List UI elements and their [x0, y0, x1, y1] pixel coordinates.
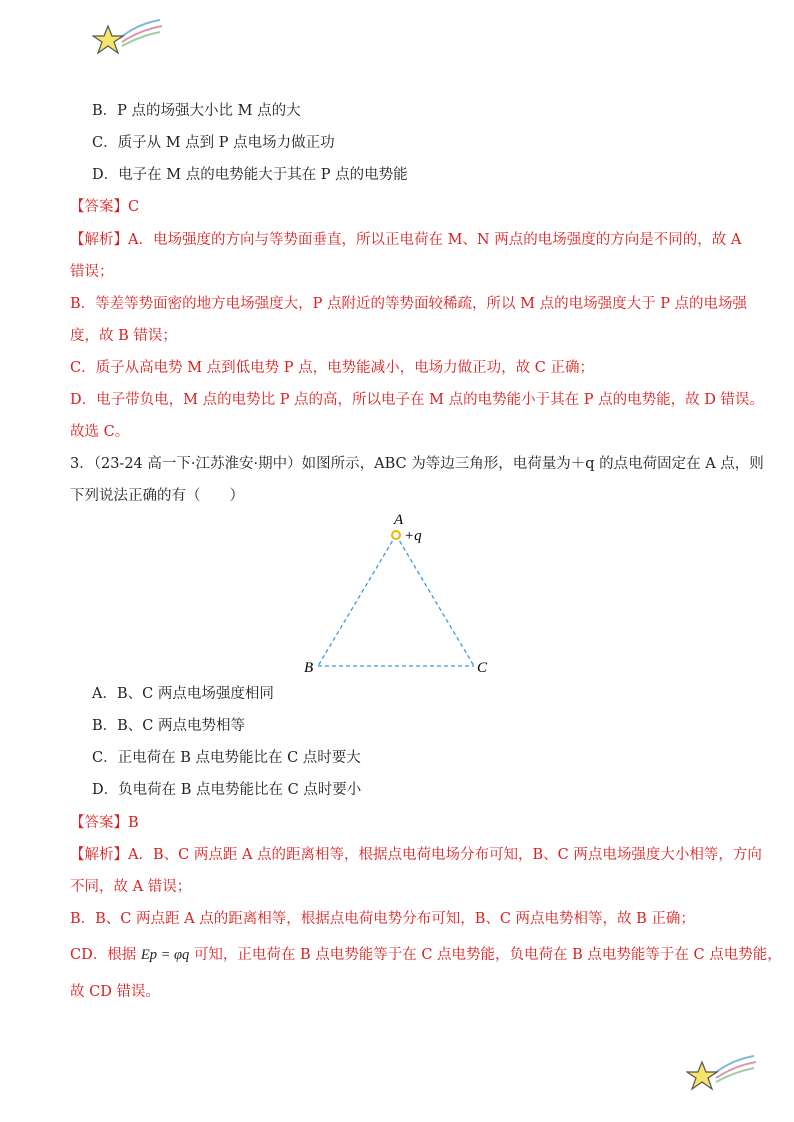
label-a: A — [394, 512, 404, 528]
analysis-line: 错误； — [70, 264, 114, 280]
option-d: D．负电荷在 B 点电势能比在 C 点时要小 — [92, 782, 362, 798]
analysis-line: 不同，故 A 错误； — [70, 879, 192, 895]
analysis-line: 【解析】A．电场强度的方向与等势面垂直，所以正电荷在 M、N 两点的电场强度的方向是不同的，故 A — [70, 232, 742, 248]
analysis-line: C．质子从高电势 M 点到低电势 P 点，电势能减小，电场力做正功，故 C 正确； — [70, 360, 594, 376]
analysis-line — [70, 945, 782, 965]
option-a: A．B、C 两点电场强度相同 — [92, 686, 274, 702]
analysis-line: 故 CD 错误。 — [70, 984, 160, 1000]
option-d: D．电子在 M 点的电势能大于其在 P 点的电势能 — [92, 167, 408, 183]
question-stem: 3．（23-24 高一下·江苏淮安·期中）如图所示，ABC 为等边三角形，电荷量为＋q 的点电荷固定在 A 点，则 — [70, 456, 764, 472]
analysis-line: 【解析】A．B、C 两点距 A 点的距离相等，根据点电荷电场分布可知，B、C 两点电场强度大小相等，方向 — [70, 847, 762, 863]
label-c: C — [477, 660, 488, 676]
label-b: B — [304, 660, 314, 676]
analysis-text: CD．根据 — [70, 947, 137, 963]
option-b: B．B、C 两点电势相等 — [92, 718, 246, 734]
shooting-star-icon — [92, 16, 164, 58]
analysis-line: 故选 C。 — [70, 424, 130, 440]
analysis-line: 度，故 B 错误； — [70, 328, 177, 344]
option-c: C．质子从 M 点到 P 点电场力做正功 — [92, 135, 335, 151]
option-b: B．P 点的场强大小比 M 点的大 — [92, 103, 301, 119]
answer: 【答案】B — [70, 815, 139, 831]
option-c: C．正电荷在 B 点电势能比在 C 点时要大 — [92, 750, 361, 766]
analysis-line: B．B、C 两点距 A 点的距离相等，根据点电荷电势分布可知，B、C 两点电势相等，故 B 正确； — [70, 911, 695, 927]
analysis-line: D．电子带负电，M 点的电势比 P 点的高，所以电子在 M 点的电势能小于其在 P 点的电势能，故 D 错误。 — [70, 392, 764, 408]
answer: 【答案】C — [70, 199, 140, 215]
analysis-line: B．等差等势面密的地方电场强度大，P 点附近的等势面较稀疏，所以 M 点的电场强度大于 P 点的电场强 — [70, 296, 748, 312]
triangle-diagram — [300, 508, 500, 680]
energy-formula: Ep = φq — [140, 947, 190, 963]
charge-point — [392, 531, 400, 539]
label-q: +q — [404, 528, 422, 544]
analysis-text: 可知，正电荷在 B 点电势能等于在 C 点电势能，负电荷在 B 点电势能等于在 C 点电势能， — [193, 947, 782, 963]
side-ab — [318, 535, 396, 666]
question-stem: 下列说法正确的有（ ） — [70, 488, 244, 504]
side-ac — [396, 535, 474, 666]
shooting-star-icon — [686, 1052, 758, 1094]
